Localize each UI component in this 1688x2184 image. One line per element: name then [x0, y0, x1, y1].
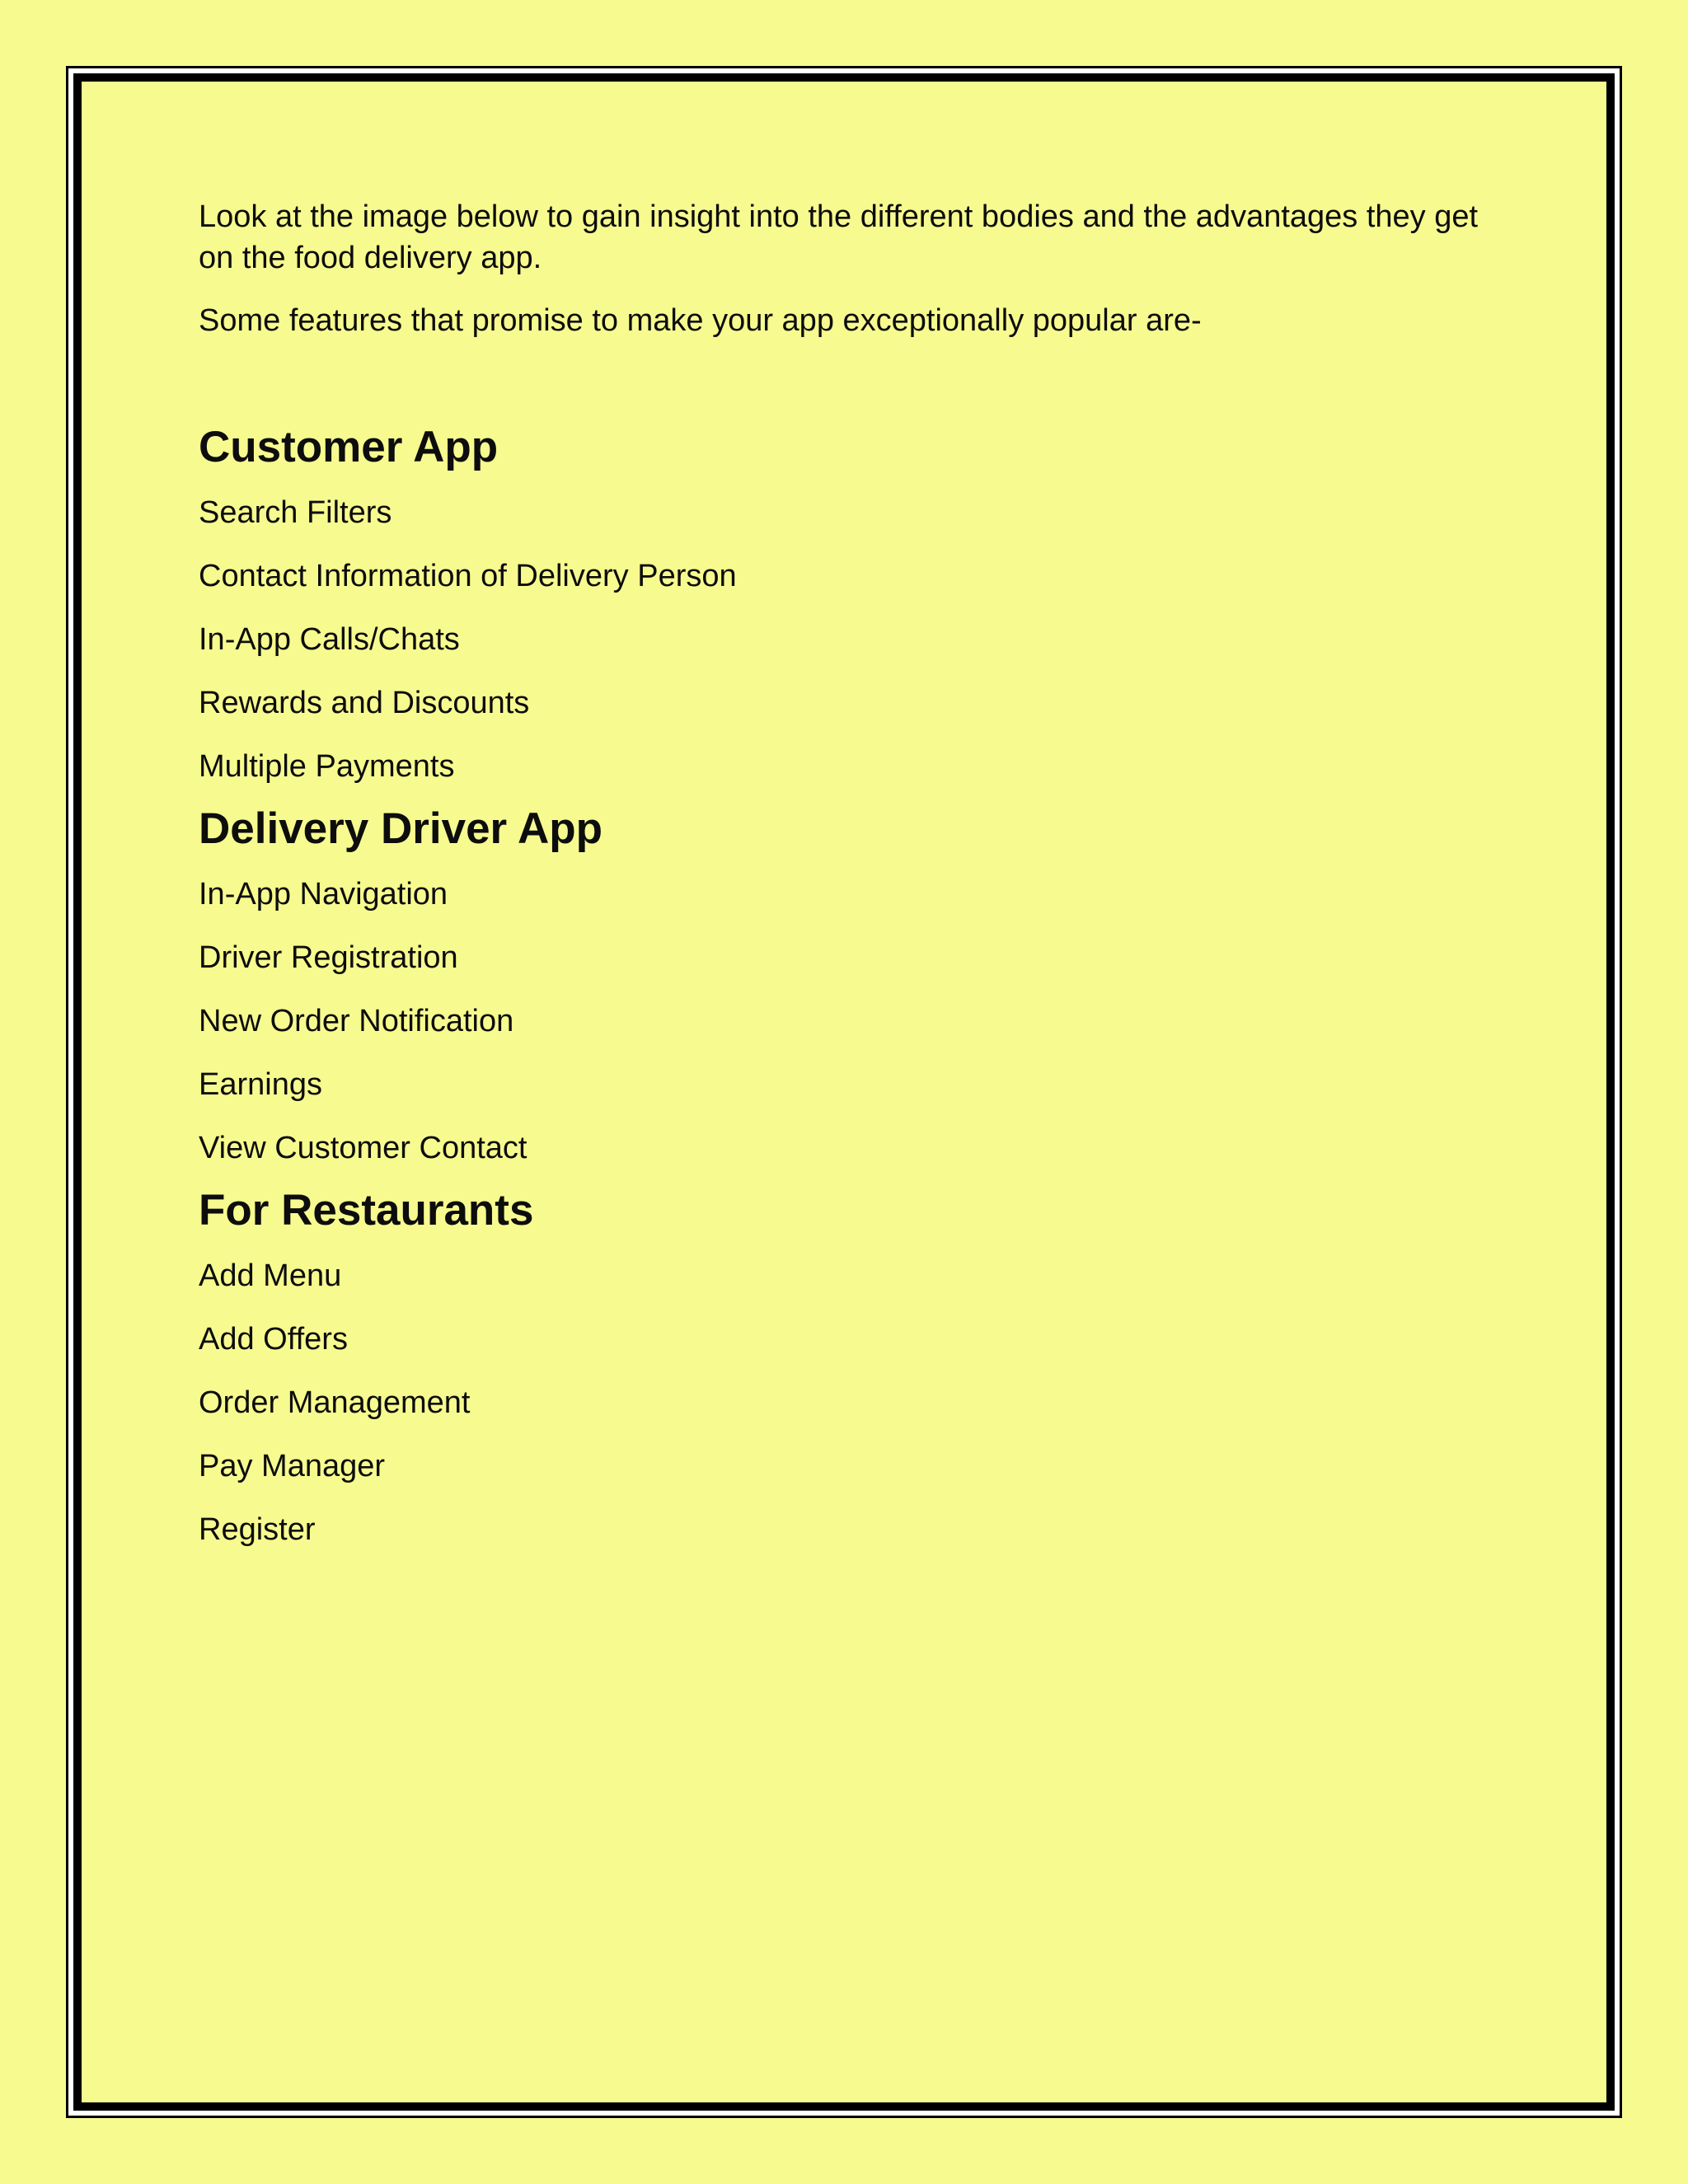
- section-delivery-driver-app: [199, 800, 1484, 1180]
- intro-paragraph-2: Some features that promise to make your app exceptionally popular are-: [199, 303, 1202, 338]
- list-item: View Customer Contact: [199, 1131, 528, 1165]
- customer-app-feature-list: [199, 481, 1484, 799]
- section-for-restaurants: [199, 1182, 1484, 1562]
- section-title-for-restaurants: For Restaurants: [199, 1186, 534, 1235]
- list-item: New Order Notification: [199, 1004, 514, 1038]
- list-item: In-App Calls/Chats: [199, 622, 460, 657]
- list-item: Rewards and Discounts: [199, 686, 530, 720]
- list-item: Earnings: [199, 1067, 322, 1102]
- list-item: Order Management: [199, 1385, 471, 1420]
- delivery-driver-app-feature-list: [199, 863, 1484, 1180]
- list-item: Multiple Payments: [199, 749, 455, 784]
- list-item: Add Offers: [199, 1322, 348, 1357]
- list-item: Register: [199, 1512, 316, 1547]
- list-item: Pay Manager: [199, 1449, 386, 1483]
- list-item: In-App Navigation: [199, 877, 448, 912]
- for-restaurants-feature-list: [199, 1244, 1484, 1562]
- section-title-customer-app: Customer App: [199, 423, 499, 471]
- document-content: [199, 196, 1484, 1562]
- intro-paragraph-1: Look at the image below to gain insight into the different bodies and the advantages they get on the food delivery app.: [199, 199, 1479, 275]
- list-item: Driver Registration: [199, 940, 458, 975]
- section-customer-app: [199, 419, 1484, 799]
- list-item: Contact Information of Delivery Person: [199, 559, 737, 593]
- section-title-delivery-driver-app: Delivery Driver App: [199, 804, 603, 853]
- list-item: Add Menu: [199, 1258, 342, 1293]
- list-item: Search Filters: [199, 495, 392, 530]
